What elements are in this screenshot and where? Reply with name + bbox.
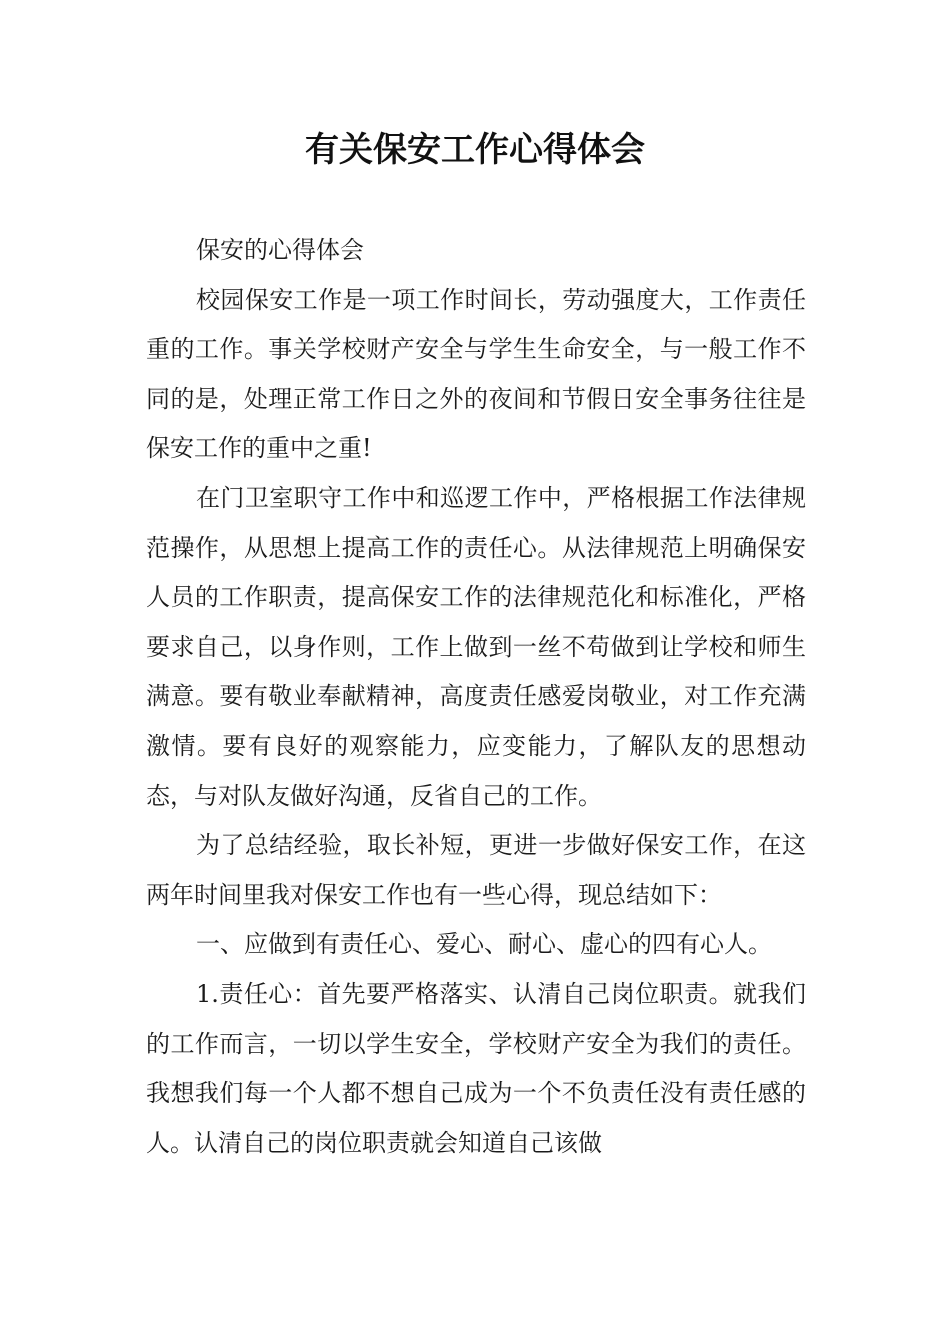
section-heading-one: 一、应做到有责任心、爱心、耐心、虚心的四有心人。 [196, 930, 772, 959]
paragraph-responsibility: 1.责任心：首先要严格落实、认清自己岗位职责。就我们的工作而言，一切以学生安全，学校财产安全为我们的责任。我想我们每一个人都不想自己成为一个不负责任没有责任感的人。认清自己的岗位职责就会知道自己该做 [146, 979, 806, 1157]
document-title: 有关保安工作心得体会 [305, 130, 645, 170]
document-body [146, 226, 806, 1168]
paragraph-duties: 在门卫室职守工作中和巡逻工作中，严格根据工作法律规范操作，从思想上提高工作的责任心。从法律规范上明确保安人员的工作职责，提高保安工作的法律规范化和标准化，严格要求自己，以身作则，工作上做到一丝不苟做到让学校和师生满意。要有敬业奉献精神，高度责任感爱岗敬业，对工作充满激情。要有良好的观察能力，应变能力，了解队友的思想动态，与对队友做好沟通，反省自己的工作。 [146, 483, 806, 810]
paragraph-summary-lead: 为了总结经验，取长补短，更进一步做好保安工作，在这两年时间里我对保安工作也有一些心得，现总结如下： [146, 831, 806, 909]
paragraph-intro: 校园保安工作是一项工作时间长，劳动强度大，工作责任重的工作。事关学校财产安全与学生生命安全，与一般工作不同的是，处理正常工作日之外的夜间和节假日安全事务往往是保安工作的重中之重! [146, 285, 806, 463]
paragraph-subtitle: 保安的心得体会 [196, 236, 364, 264]
